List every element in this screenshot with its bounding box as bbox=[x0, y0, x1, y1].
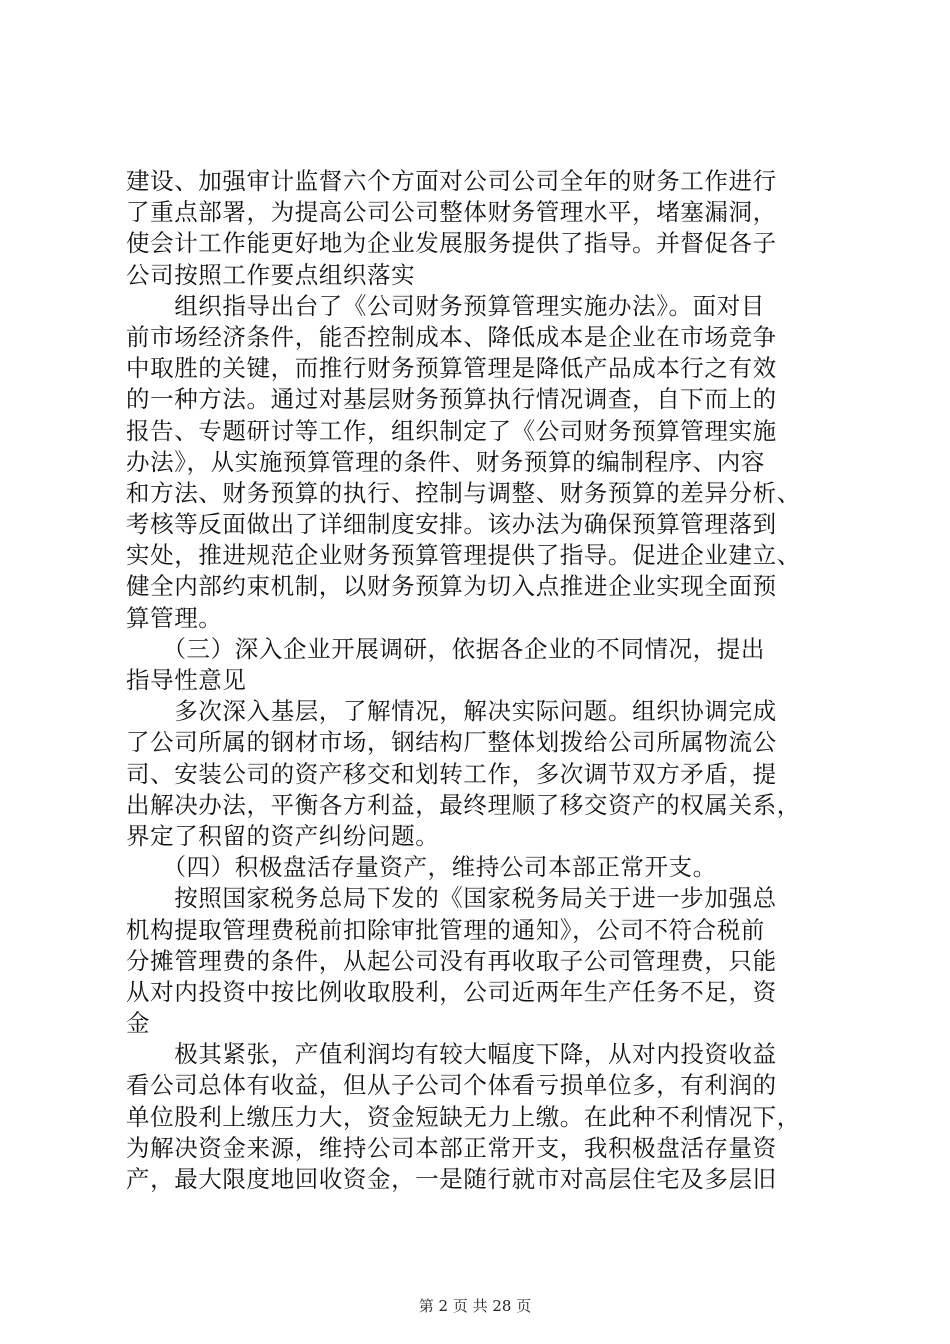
text-line: 的一种方法。通过对基层财务预算执行情况调查，自下而上的 bbox=[126, 385, 777, 414]
text-line: 报告、专题研讨等工作，组织制定了《公司财务预算管理实施 bbox=[126, 416, 777, 445]
text-line: 看公司总体有收益，但从子公司个体看亏损单位多，有利润的 bbox=[126, 1071, 777, 1100]
text-line: 建设、加强审计监督六个方面对公司公司全年的财务工作进行 bbox=[126, 167, 777, 195]
text-line: 单位股利上缴压力大，资金短缺无力上缴。在此种不利情况下， bbox=[126, 1102, 801, 1131]
text-line: 办法》，从实施预算管理的条件、财务预算的编制程序、内容 bbox=[126, 447, 765, 476]
page-number-footer: 第 2 页 共 28 页 bbox=[418, 1297, 532, 1315]
text-line: 算管理。 bbox=[126, 603, 223, 632]
text-line: 多次深入基层，了解情况，解决实际问题。组织协调完成 bbox=[126, 697, 777, 726]
text-line: 为解决资金来源，维持公司本部正常开支，我积极盘活存量资 bbox=[126, 1133, 777, 1162]
text-line: 产，最大限度地回收资金，一是随行就市对高层住宅及多层旧 bbox=[126, 1165, 777, 1193]
text-line: 和方法、财务预算的执行、控制与调整、财务预算的差异分析、 bbox=[126, 478, 801, 507]
text-line: 按照国家税务总局下发的《国家税务局关于进一步加强总 bbox=[126, 884, 777, 913]
text-line: 分摊管理费的条件，从起公司没有再收取子公司管理费，只能 bbox=[126, 946, 777, 975]
text-line: 公司按照工作要点组织落实 bbox=[126, 260, 416, 289]
text-line: 司、安装公司的资产移交和划转工作，多次调节双方矛盾，提 bbox=[126, 759, 777, 788]
text-line: 出解决办法，平衡各方利益，最终理顺了移交资产的权属关系， bbox=[126, 790, 801, 819]
section-heading-3: （三）深入企业开展调研，依据各企业的不同情况，提出 bbox=[126, 634, 765, 663]
text-line: 健全内部约束机制，以财务预算为切入点推进企业实现全面预 bbox=[126, 572, 777, 601]
text-line: 实处，推进规范企业财务预算管理提供了指导。促进企业建立、 bbox=[126, 541, 801, 570]
document-body bbox=[126, 166, 831, 1195]
section-heading-3-cont: 指导性意见 bbox=[126, 666, 247, 694]
text-line: 金 bbox=[126, 1009, 151, 1038]
text-line: 前市场经济条件，能否控制成本、降低成本是企业在市场竞争 bbox=[126, 322, 777, 351]
text-line: 从对内投资中按比例收取股利，公司近两年生产任务不足，资 bbox=[126, 977, 777, 1006]
text-line: 考核等反面做出了详细制度安排。该办法为确保预算管理落到 bbox=[126, 510, 777, 539]
text-line: 界定了积留的资产纠纷问题。 bbox=[126, 821, 440, 850]
text-line: 中取胜的关键，而推行财务预算管理是降低产品成本行之有效 bbox=[126, 354, 777, 383]
text-line: 了重点部署，为提高公司公司整体财务管理水平，堵塞漏洞， bbox=[126, 198, 777, 227]
text-line: 了公司所属的钢材市场，钢结构厂整体划拨给公司所属物流公 bbox=[126, 728, 777, 757]
text-line: 组织指导出台了《公司财务预算管理实施办法》。面对目 bbox=[126, 291, 765, 320]
text-line: 机构提取管理费税前扣除审批管理的通知》，公司不符合税前 bbox=[126, 915, 765, 944]
section-heading-4: （四）积极盘活存量资产，维持公司本部正常开支。 bbox=[126, 853, 717, 882]
text-line: 使会计工作能更好地为企业发展服务提供了指导。并督促各子 bbox=[126, 229, 777, 258]
text-line: 极其紧张，产值利润均有较大幅度下降，从对内投资收益 bbox=[126, 1040, 777, 1069]
